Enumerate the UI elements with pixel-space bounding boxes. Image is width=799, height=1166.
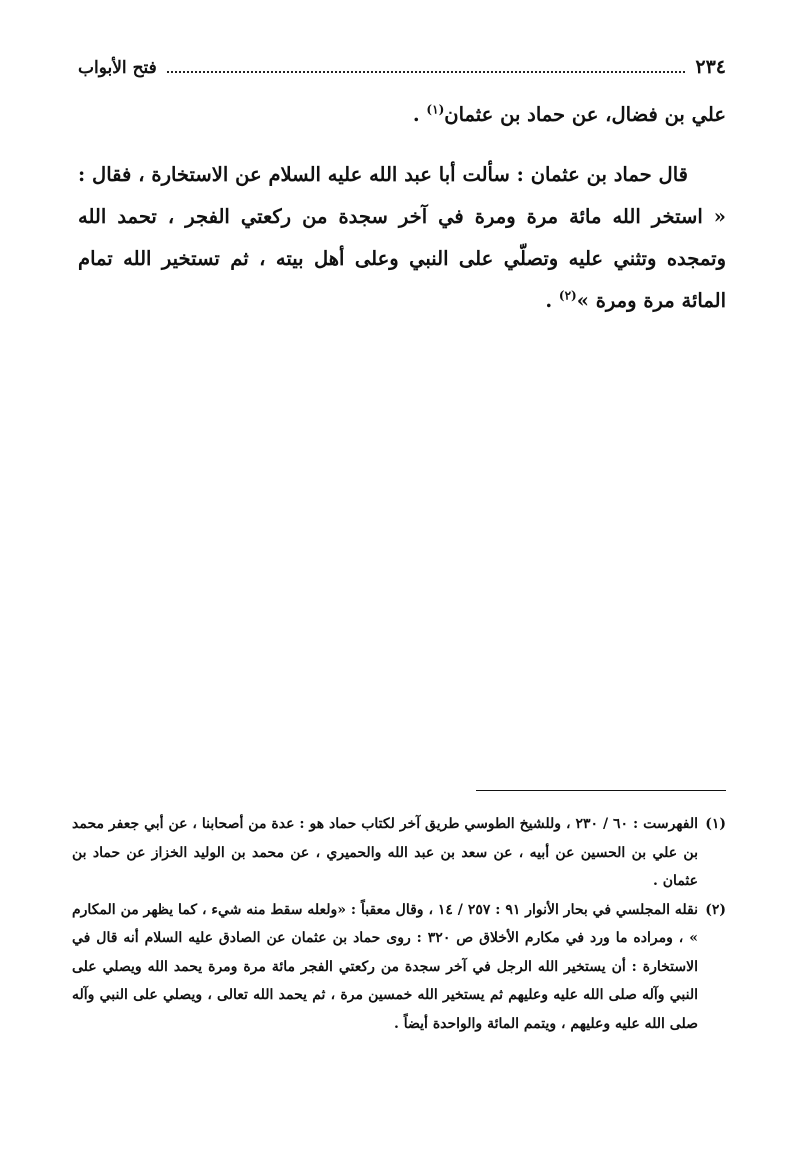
paragraph-1 — [78, 94, 726, 136]
footnote-ref-1: (١) — [426, 102, 445, 117]
running-title: فتح الأبواب — [78, 58, 157, 78]
footnote-ref-2: (٢) — [558, 288, 577, 303]
dotted-leader — [167, 59, 686, 73]
footnote-separator — [476, 790, 726, 791]
footnote-2-marker: (٢) — [705, 901, 726, 918]
main-text — [78, 94, 726, 322]
footnote-1-marker: (١) — [705, 816, 726, 832]
footnotes — [72, 810, 726, 1038]
page-number: ٢٣٤ — [695, 56, 726, 78]
footnote-2 — [72, 896, 726, 1039]
footnote-1 — [72, 810, 726, 896]
footnote-1-text: الفهرست : ٦٠ / ٢٣٠ ، وللشيخ الطوسي طريق آخر لكتاب حماد هو : عدة من أصحابنا ، عن أبي جعفر محمد بن علي بن الحسين عن أبيه ، عن سعد بن عبد الله والحميري ، عن محمد بن الوليد الخزاز عن حماد بن عثمان . — [72, 816, 698, 889]
paragraph-2-end: . — [545, 289, 559, 312]
page-header — [78, 56, 726, 86]
paragraph-2 — [78, 154, 726, 322]
footnote-2-text: نقله المجلسي في بحار الأنوار ٩١ : ٢٥٧ / ١٤ ، وقال معقباً : «ولعله سقط منه شيء ، كما يظهر من المكارم » ، ومراده ما ورد في مكارم الأخلاق ص ٣٢٠ : روى حماد بن عثمان عن الصادق عليه السلام أنه قال في الاستخارة : أن يستخير الله الرجل في آخر سجدة من ركعتي الفجر مائة مرة ومرة يحمد الله ويصلي على النبي وآله صلى الله عليه وعليهم ثم يستخير الله خمسين مرة ، ثم يحمد الله تعالى ، ويصلي على النبي وآله صلى الله عليه وعليهم ، ويتمم المائة والواحدة أيضاً . — [72, 901, 698, 1032]
paragraph-1-end: . — [412, 103, 427, 126]
paragraph-2-text: قال حماد بن عثمان : سألت أبا عبد الله عليه السلام عن الاستخارة ، فقال : « استخر الله مائة مرة ومرة في آخر سجدة من ركعتي الفجر ، تحمد الله وتمجده وتثني عليه وتصلّي على النبي وعلى أهل بيته ، ثم تستخير الله تمام المائة مرة ومرة » — [78, 163, 726, 312]
paragraph-1-text: علي بن فضال، عن حماد بن عثمان — [444, 103, 726, 126]
